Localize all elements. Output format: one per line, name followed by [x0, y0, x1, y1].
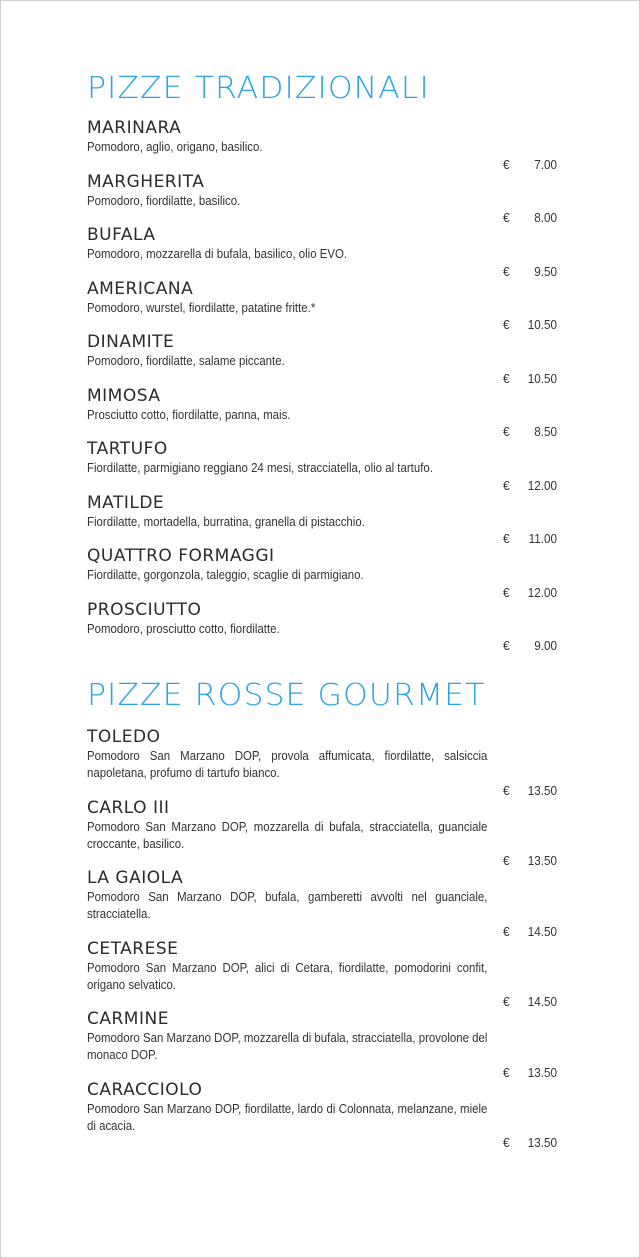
- item-name: CARMINE: [87, 1009, 169, 1029]
- item-name: MATILDE: [87, 492, 165, 513]
- item-price: [503, 157, 557, 172]
- section-title: PIZZE TRADIZIONALI: [87, 71, 430, 106]
- item-price: [503, 210, 557, 225]
- item-price: [503, 994, 557, 1009]
- item-name: LA GAIOLA: [87, 868, 184, 888]
- item-price: [503, 638, 557, 653]
- item-description: Pomodoro San Marzano DOP, fiordilatte, lardo di Colonnata, melanzane, miele di acacia.: [87, 1100, 488, 1133]
- item-price: [503, 1135, 557, 1150]
- item-name: DINAMITE: [87, 332, 175, 352]
- currency-symbol: €: [503, 317, 510, 332]
- price-value: 13.50: [527, 782, 557, 798]
- currency-symbol: €: [503, 1135, 510, 1150]
- price-value: 9.50: [534, 263, 557, 279]
- item-price: [503, 853, 557, 868]
- price-value: 13.50: [527, 1064, 557, 1080]
- menu-item: [87, 728, 567, 799]
- price-value: 13.50: [527, 853, 557, 868]
- currency-symbol: €: [503, 638, 510, 653]
- menu-item: [87, 869, 567, 940]
- currency-symbol: €: [503, 923, 510, 939]
- price-value: 8.50: [534, 424, 557, 439]
- item-description: Fiordilatte, mortadella, burratina, granella di pistacchio.: [87, 513, 365, 529]
- currency-symbol: €: [503, 156, 510, 172]
- currency-symbol: €: [503, 210, 510, 225]
- menu-item: [87, 333, 567, 387]
- item-name: CETARESE: [87, 938, 179, 959]
- menu-item: [87, 280, 567, 334]
- price-value: 10.50: [527, 370, 557, 386]
- item-description: Pomodoro, fiordilatte, basilico.: [87, 192, 241, 208]
- currency-symbol: €: [503, 263, 510, 279]
- item-price: [503, 531, 557, 546]
- item-price: [503, 1065, 557, 1080]
- menu-item: [87, 119, 567, 173]
- item-description: Pomodoro San Marzano DOP, mozzarella di bufala, stracciatella, provolone del monaco DOP.: [87, 1030, 488, 1062]
- menu-item: [87, 601, 567, 655]
- menu-list: [87, 119, 567, 654]
- menu-item: [87, 494, 567, 548]
- item-description: Pomodoro San Marzano DOP, bufala, gamberetti avvolti nel guanciale, stracciatella.: [87, 889, 488, 921]
- menu-item: [87, 799, 567, 870]
- price-value: 12.00: [527, 477, 557, 493]
- item-description: Prosciutto cotto, fiordilatte, panna, mais.: [87, 406, 291, 422]
- price-value: 13.50: [527, 1135, 557, 1150]
- currency-symbol: €: [503, 782, 510, 798]
- item-name: CARACCIOLO: [87, 1079, 203, 1100]
- price-value: 8.00: [534, 210, 557, 225]
- item-name: CARLO III: [87, 797, 170, 818]
- item-name: TOLEDO: [87, 727, 161, 747]
- menu-item: [87, 1010, 567, 1081]
- currency-symbol: €: [503, 1064, 510, 1080]
- item-price: [503, 478, 557, 493]
- item-description: Pomodoro San Marzano DOP, mozzarella di bufala, stracciatella, guanciale croccante, basilico.: [87, 818, 488, 851]
- currency-symbol: €: [503, 853, 510, 868]
- currency-symbol: €: [503, 531, 510, 546]
- item-name: BUFALA: [87, 225, 156, 245]
- item-description: Fiordilatte, parmigiano reggiano 24 mesi, stracciatella, olio al tartufo.: [87, 460, 433, 475]
- menu-item: [87, 173, 567, 227]
- item-price: [503, 924, 557, 939]
- item-price: [503, 424, 557, 439]
- item-price: [503, 783, 557, 798]
- section-title: PIZZE ROSSE GOURMET: [87, 678, 486, 713]
- price-value: 11.00: [528, 531, 557, 546]
- item-name: PROSCIUTTO: [87, 599, 202, 620]
- currency-symbol: €: [503, 994, 510, 1009]
- item-name: QUATTRO FORMAGGI: [87, 546, 275, 566]
- currency-symbol: €: [503, 477, 510, 493]
- price-value: 10.50: [527, 317, 557, 332]
- item-name: AMERICANA: [87, 278, 194, 299]
- item-description: Pomodoro, fiordilatte, salame piccante.: [87, 353, 285, 368]
- item-name: MARINARA: [87, 118, 182, 138]
- item-price: [503, 371, 557, 386]
- price-value: 7.00: [534, 156, 557, 172]
- currency-symbol: €: [503, 370, 510, 386]
- item-description: Pomodoro, prosciutto cotto, fiordilatte.: [87, 620, 280, 636]
- item-description: Fiordilatte, gorgonzola, taleggio, scaglie di parmigiano.: [87, 567, 364, 582]
- price-value: 9.00: [534, 638, 557, 653]
- menu-list: [87, 728, 567, 1151]
- price-value: 12.00: [527, 584, 557, 600]
- item-name: TARTUFO: [87, 439, 168, 459]
- item-description: Pomodoro San Marzano DOP, provola affumicata, fiordilatte, salsiccia napoletana, profumo di tartufo bianco.: [87, 748, 488, 780]
- menu-item: [87, 1081, 567, 1152]
- section-pizze-tradizionali: [87, 71, 567, 654]
- menu-item: [87, 387, 567, 441]
- currency-symbol: €: [503, 584, 510, 600]
- menu-item: [87, 440, 567, 494]
- price-value: 14.50: [527, 923, 557, 939]
- currency-symbol: €: [503, 424, 510, 439]
- item-price: [503, 585, 557, 600]
- price-value: 14.50: [527, 994, 557, 1009]
- item-description: Pomodoro, wurstel, fiordilatte, patatine fritte.*: [87, 299, 316, 315]
- item-price: [503, 317, 557, 332]
- menu-item: [87, 226, 567, 280]
- menu-item: [87, 547, 567, 601]
- item-description: Pomodoro San Marzano DOP, alici di Cetara, fiordilatte, pomodorini confit, origano selvatico.: [87, 959, 488, 992]
- item-name: MIMOSA: [87, 385, 161, 406]
- menu-item: [87, 940, 567, 1011]
- item-name: MARGHERITA: [87, 171, 205, 192]
- section-pizze-rosse-gourmet: [87, 678, 567, 1151]
- item-price: [503, 264, 557, 279]
- item-description: Pomodoro, aglio, origano, basilico.: [87, 139, 263, 154]
- item-description: Pomodoro, mozzarella di bufala, basilico, olio EVO.: [87, 246, 348, 261]
